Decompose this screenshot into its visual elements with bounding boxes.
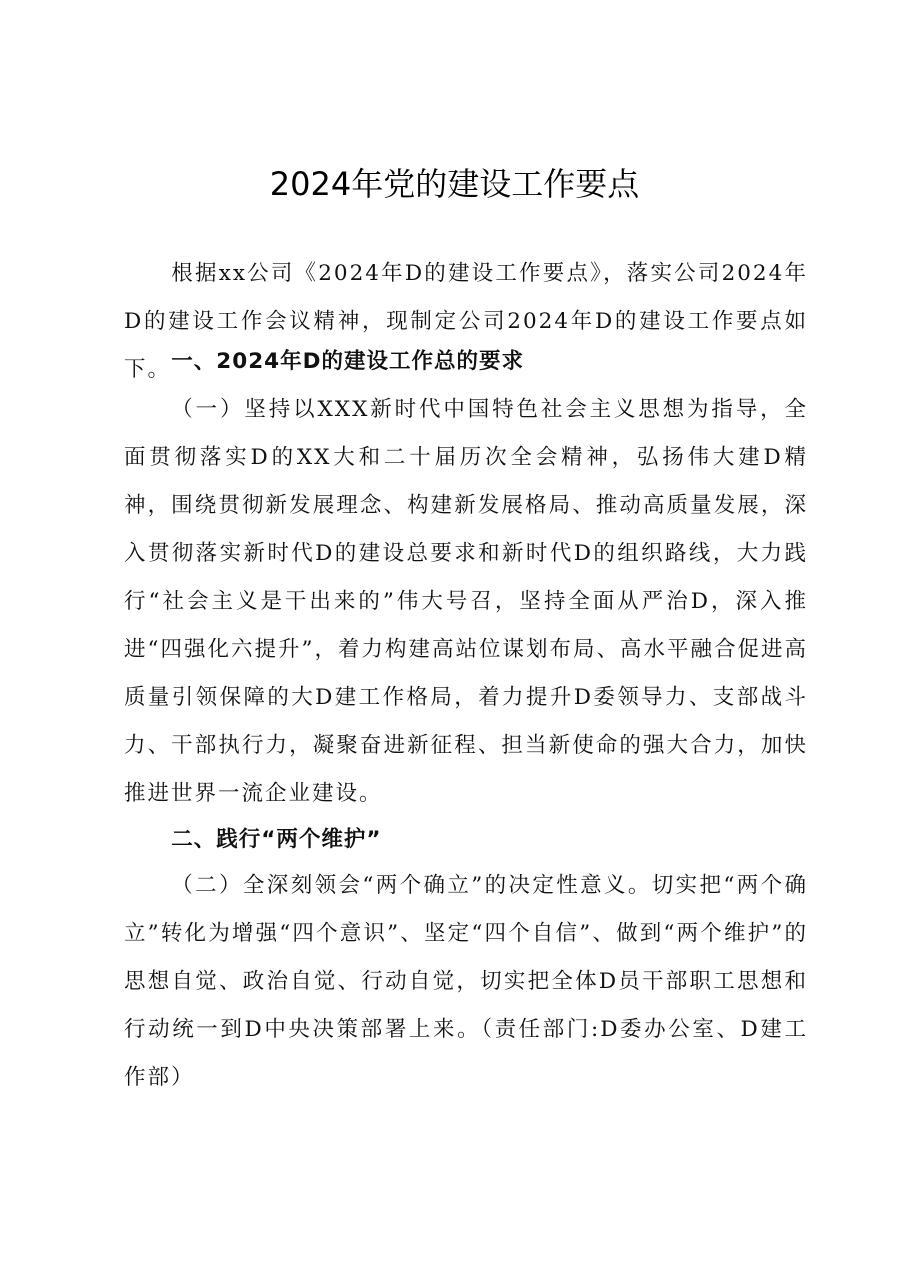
- section-1-heading-block: [124, 338, 808, 386]
- intro-paragraph: 根据xx公司《2024年D的建设工作要点》，落实公司2024年D的建设工作会议精神，现制定公司2024年D的建设工作要点如下。: [124, 261, 808, 382]
- section-2-heading-block: [124, 816, 808, 864]
- section-1-paragraph-1: （一）坚持以XXX新时代中国特色社会主义思想为指导，全面贯彻落实D的XX大和二十届历次全会精神，弘扬伟大建D精神，围绕贯彻新发展理念、构建新发展格局、推动高质量发展，深入贯彻落实新时代D的建设总要求和新时代D的组织路线，大力践行“社会主义是干出来的”伟大号召，坚持全面从严治D，深入推进“四强化六提升”，着力构建高站位谋划布局、高水平融合促进高质量引领保障的大D建工作格局，着力提升D委领导力、支部战斗力、干部执行力，凝聚奋进新征程、担当新使命的强大合力，加快推进世界一流企业建设。: [124, 397, 808, 806]
- section-1-heading: 一、2024年D的建设工作总的要求: [171, 349, 524, 374]
- section-2-body: [124, 862, 808, 1102]
- section-2-paragraph-1: （二）全深刻领会“两个确立”的决定性意义。切实把“两个确立”转化为增强“四个意识”、坚定“四个自信”、做到“两个维护”的思想自觉、政治自觉、行动自觉，切实把全体D员干部职工思想和行动统一到D中央决策部署上来。（责任部门:D委办公室、D建工作部）: [124, 873, 808, 1090]
- section-1-body: [124, 386, 808, 818]
- document-title: 2024年党的建设工作要点: [269, 165, 640, 203]
- section-2-heading: 二、践行“两个维护”: [171, 827, 382, 852]
